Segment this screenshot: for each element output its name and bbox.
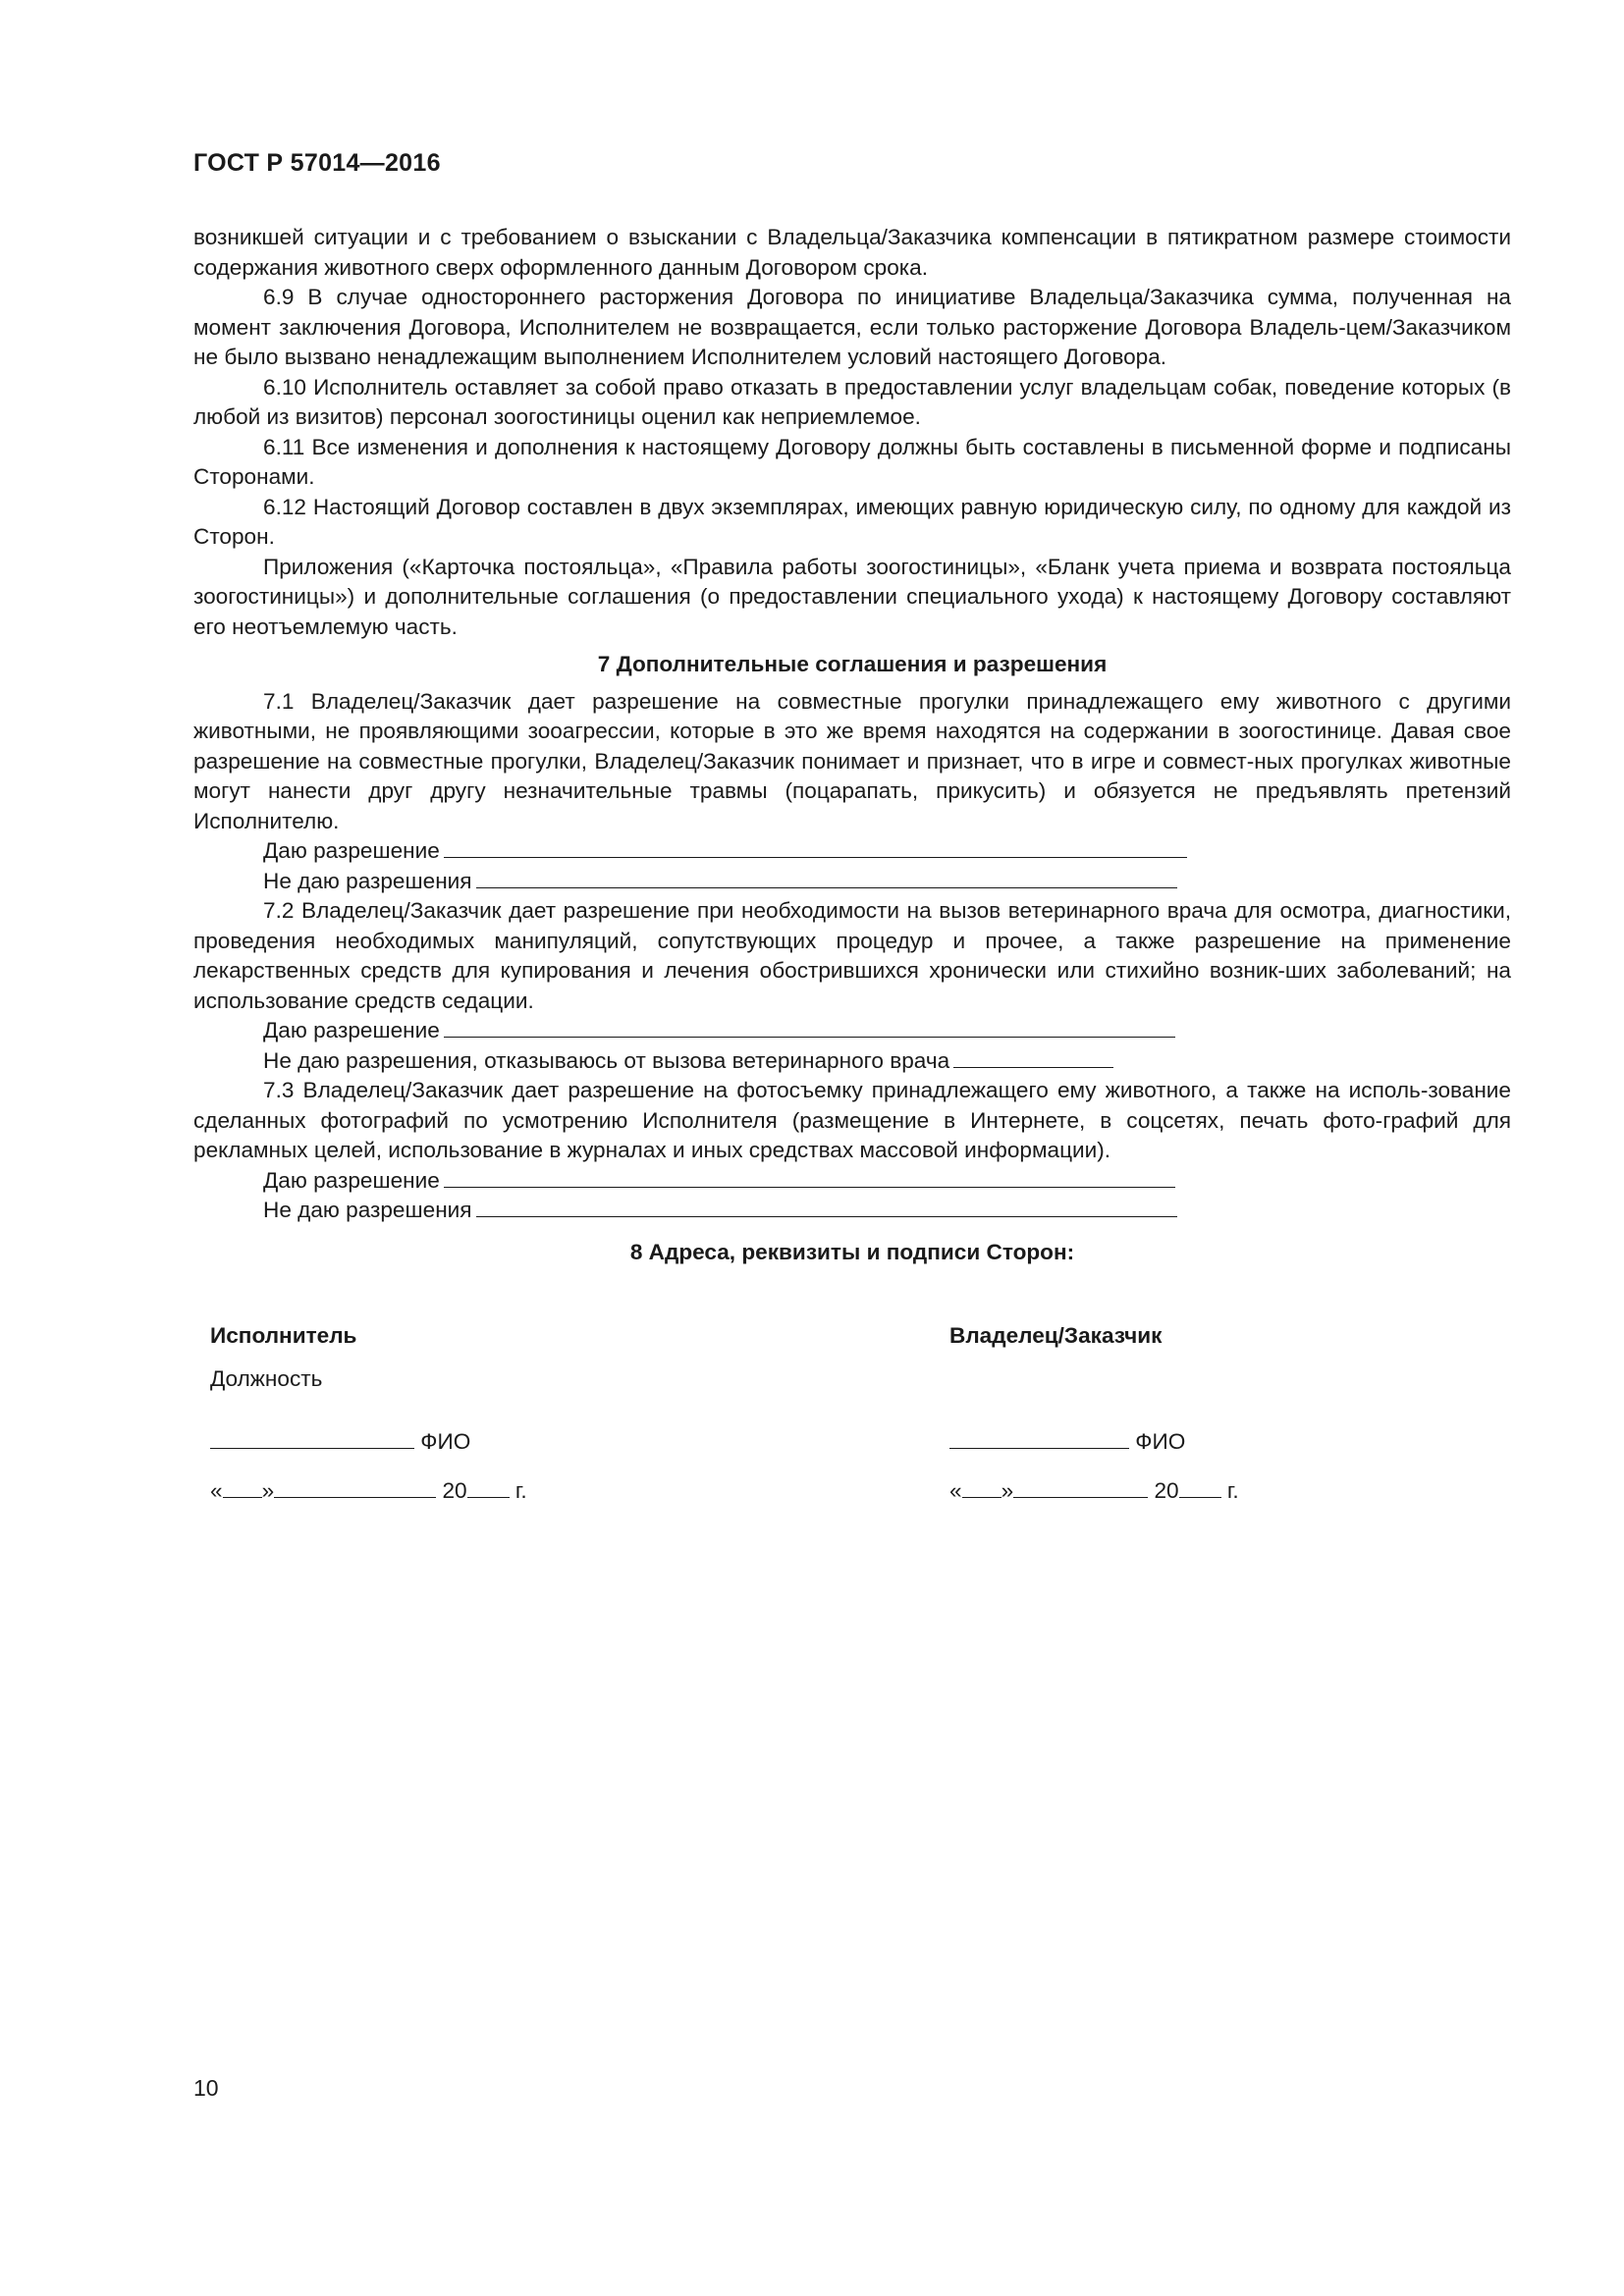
- month-blank[interactable]: [274, 1477, 436, 1498]
- permission-7-3-yes: [193, 1166, 1511, 1197]
- day-blank[interactable]: [223, 1477, 262, 1498]
- quote-close: »: [261, 1478, 275, 1503]
- executor-fio-row: [210, 1427, 701, 1457]
- day-blank[interactable]: [962, 1477, 1001, 1498]
- permission-label: Даю разрешение: [263, 838, 440, 863]
- position-label: Должность: [210, 1366, 323, 1391]
- document-body: [193, 223, 1511, 1274]
- paragraph-6-11: 6.11 Все изменения и дополнения к настоящему Договору должны быть составлены в письменной форме и подписаны Сторонами.: [193, 434, 1511, 489]
- permission-label: Не даю разрешения: [263, 868, 472, 893]
- paragraph-7-2: 7.2 Владелец/Заказчик дает разрешение при необходимости на вызов ветеринарного врача для осмотра, диагностики, проведения необходимых манипуляций, сопутствующих процедур и прочее, а также разрешение на применение лекарственных средств для купирования и лечения обострившихся хронически или стихийно возник-ших заболеваний; на использование средств седации.: [193, 898, 1511, 1013]
- executor-signature-block: [210, 1321, 701, 1506]
- year-suffix: г.: [1226, 1478, 1239, 1503]
- paragraph-7-1: 7.1 Владелец/Заказчик дает разрешение на совместные прогулки принадлежащего ему животного с другими животными, не проявляющими зооагрессии, которые в это же время находятся на содержании в зоогостинице. Давая свое разрешение на совместные прогулки, Владелец/Заказчик понимает и признает, что в игре и совмест-ных прогулках животные могут нанести друг другу незначительные травмы (поцарапать, прикусить) и обязуется не предъявлять претензий Исполнителю.: [193, 688, 1511, 833]
- year-blank[interactable]: [1179, 1477, 1221, 1498]
- page-number: 10: [193, 2075, 219, 2101]
- owner-fio-row: [949, 1427, 1440, 1457]
- signature-blank[interactable]: [444, 837, 1187, 858]
- paragraph-continuation: возникшей ситуации и с требованием о взыскании с Владельца/Заказчика компенсации в пятикратном размере стоимости содержания животного сверх оформленного данным Договором срока.: [193, 225, 1511, 280]
- permission-7-1-yes: [193, 836, 1511, 867]
- permission-label: Не даю разрешения: [263, 1198, 472, 1222]
- signature-blank[interactable]: [476, 868, 1177, 888]
- section-8-title: 8 Адреса, реквизиты и подписи Сторон:: [629, 1239, 1075, 1264]
- owner-signature-block: [949, 1321, 1440, 1506]
- quote-open: «: [949, 1478, 962, 1503]
- owner-date-row: [949, 1476, 1440, 1506]
- permission-label: Не даю разрешения, отказываюсь от вызова ветеринарного врача: [263, 1047, 950, 1073]
- permission-label: Даю разрешение: [263, 1167, 440, 1193]
- executor-date-row: [210, 1476, 701, 1506]
- standard-header: ГОСТ Р 57014—2016: [193, 149, 441, 177]
- permission-7-2-yes: [193, 1016, 1511, 1046]
- permission-label: Даю разрешение: [263, 1018, 440, 1042]
- fio-label: ФИО: [420, 1429, 471, 1454]
- month-blank[interactable]: [1013, 1477, 1148, 1498]
- paragraph-6-9: 6.9 В случае одностороннего расторжения Договора по инициативе Владельца/Заказчика сумма, полученная на момент заключения Договора, Исполнителем не возвращается, если только расторжение Договора Владель-цем/Заказчиком не было вызвано ненадлежащим выполнением Исполнителем условий настоящего Договора.: [193, 285, 1511, 369]
- permission-7-2-no: [193, 1046, 1511, 1077]
- section-7-title: 7 Дополнительные соглашения и разрешения: [597, 652, 1108, 676]
- year-suffix: г.: [514, 1478, 527, 1503]
- signature-blank[interactable]: [476, 1197, 1177, 1217]
- paragraph-7-3: 7.3 Владелец/Заказчик дает разрешение на фотосъемку принадлежащего ему животного, а также на исполь-зование сделанных фотографий по усмотрению Исполнителя (размещение в Интернете, в соцсетях, печать фото-графий для рекламных целей, использование в журналах и иных средствах массовой информации).: [193, 1078, 1511, 1162]
- signature-line[interactable]: [949, 1428, 1129, 1449]
- year-prefix: 20: [442, 1478, 467, 1503]
- paragraph-6-12: 6.12 Настоящий Договор составлен в двух экземплярах, имеющих равную юридическую силу, по одному для каждой из Сторон.: [193, 494, 1511, 549]
- paragraph-6-10: 6.10 Исполнитель оставляет за собой право отказать в предоставлении услуг владельцам собак, поведение которых (в любой из визитов) персонал зоогостиницы оценил как неприемлемое.: [193, 374, 1511, 429]
- permission-7-3-no: [193, 1196, 1511, 1226]
- owner-title: Владелец/Заказчик: [949, 1323, 1163, 1348]
- executor-title: Исполнитель: [210, 1323, 357, 1348]
- year-blank[interactable]: [467, 1477, 510, 1498]
- signature-blank[interactable]: [444, 1167, 1175, 1188]
- year-prefix: 20: [1154, 1478, 1179, 1503]
- signature-blank[interactable]: [953, 1047, 1113, 1068]
- fio-label: ФИО: [1135, 1429, 1186, 1454]
- signature-blank[interactable]: [444, 1017, 1175, 1038]
- signature-line[interactable]: [210, 1428, 414, 1449]
- permission-7-1-no: [193, 867, 1511, 897]
- quote-close: »: [1001, 1478, 1014, 1503]
- quote-open: «: [210, 1478, 223, 1503]
- paragraph-appendix: Приложения («Карточка постояльца», «Правила работы зоогостиницы», «Бланк учета приема и возврата постояльца зоогостиницы») и дополнительные соглашения (о предоставлении специального ухода) к настоящему Договору составляют его неотъемлемую часть.: [193, 554, 1511, 639]
